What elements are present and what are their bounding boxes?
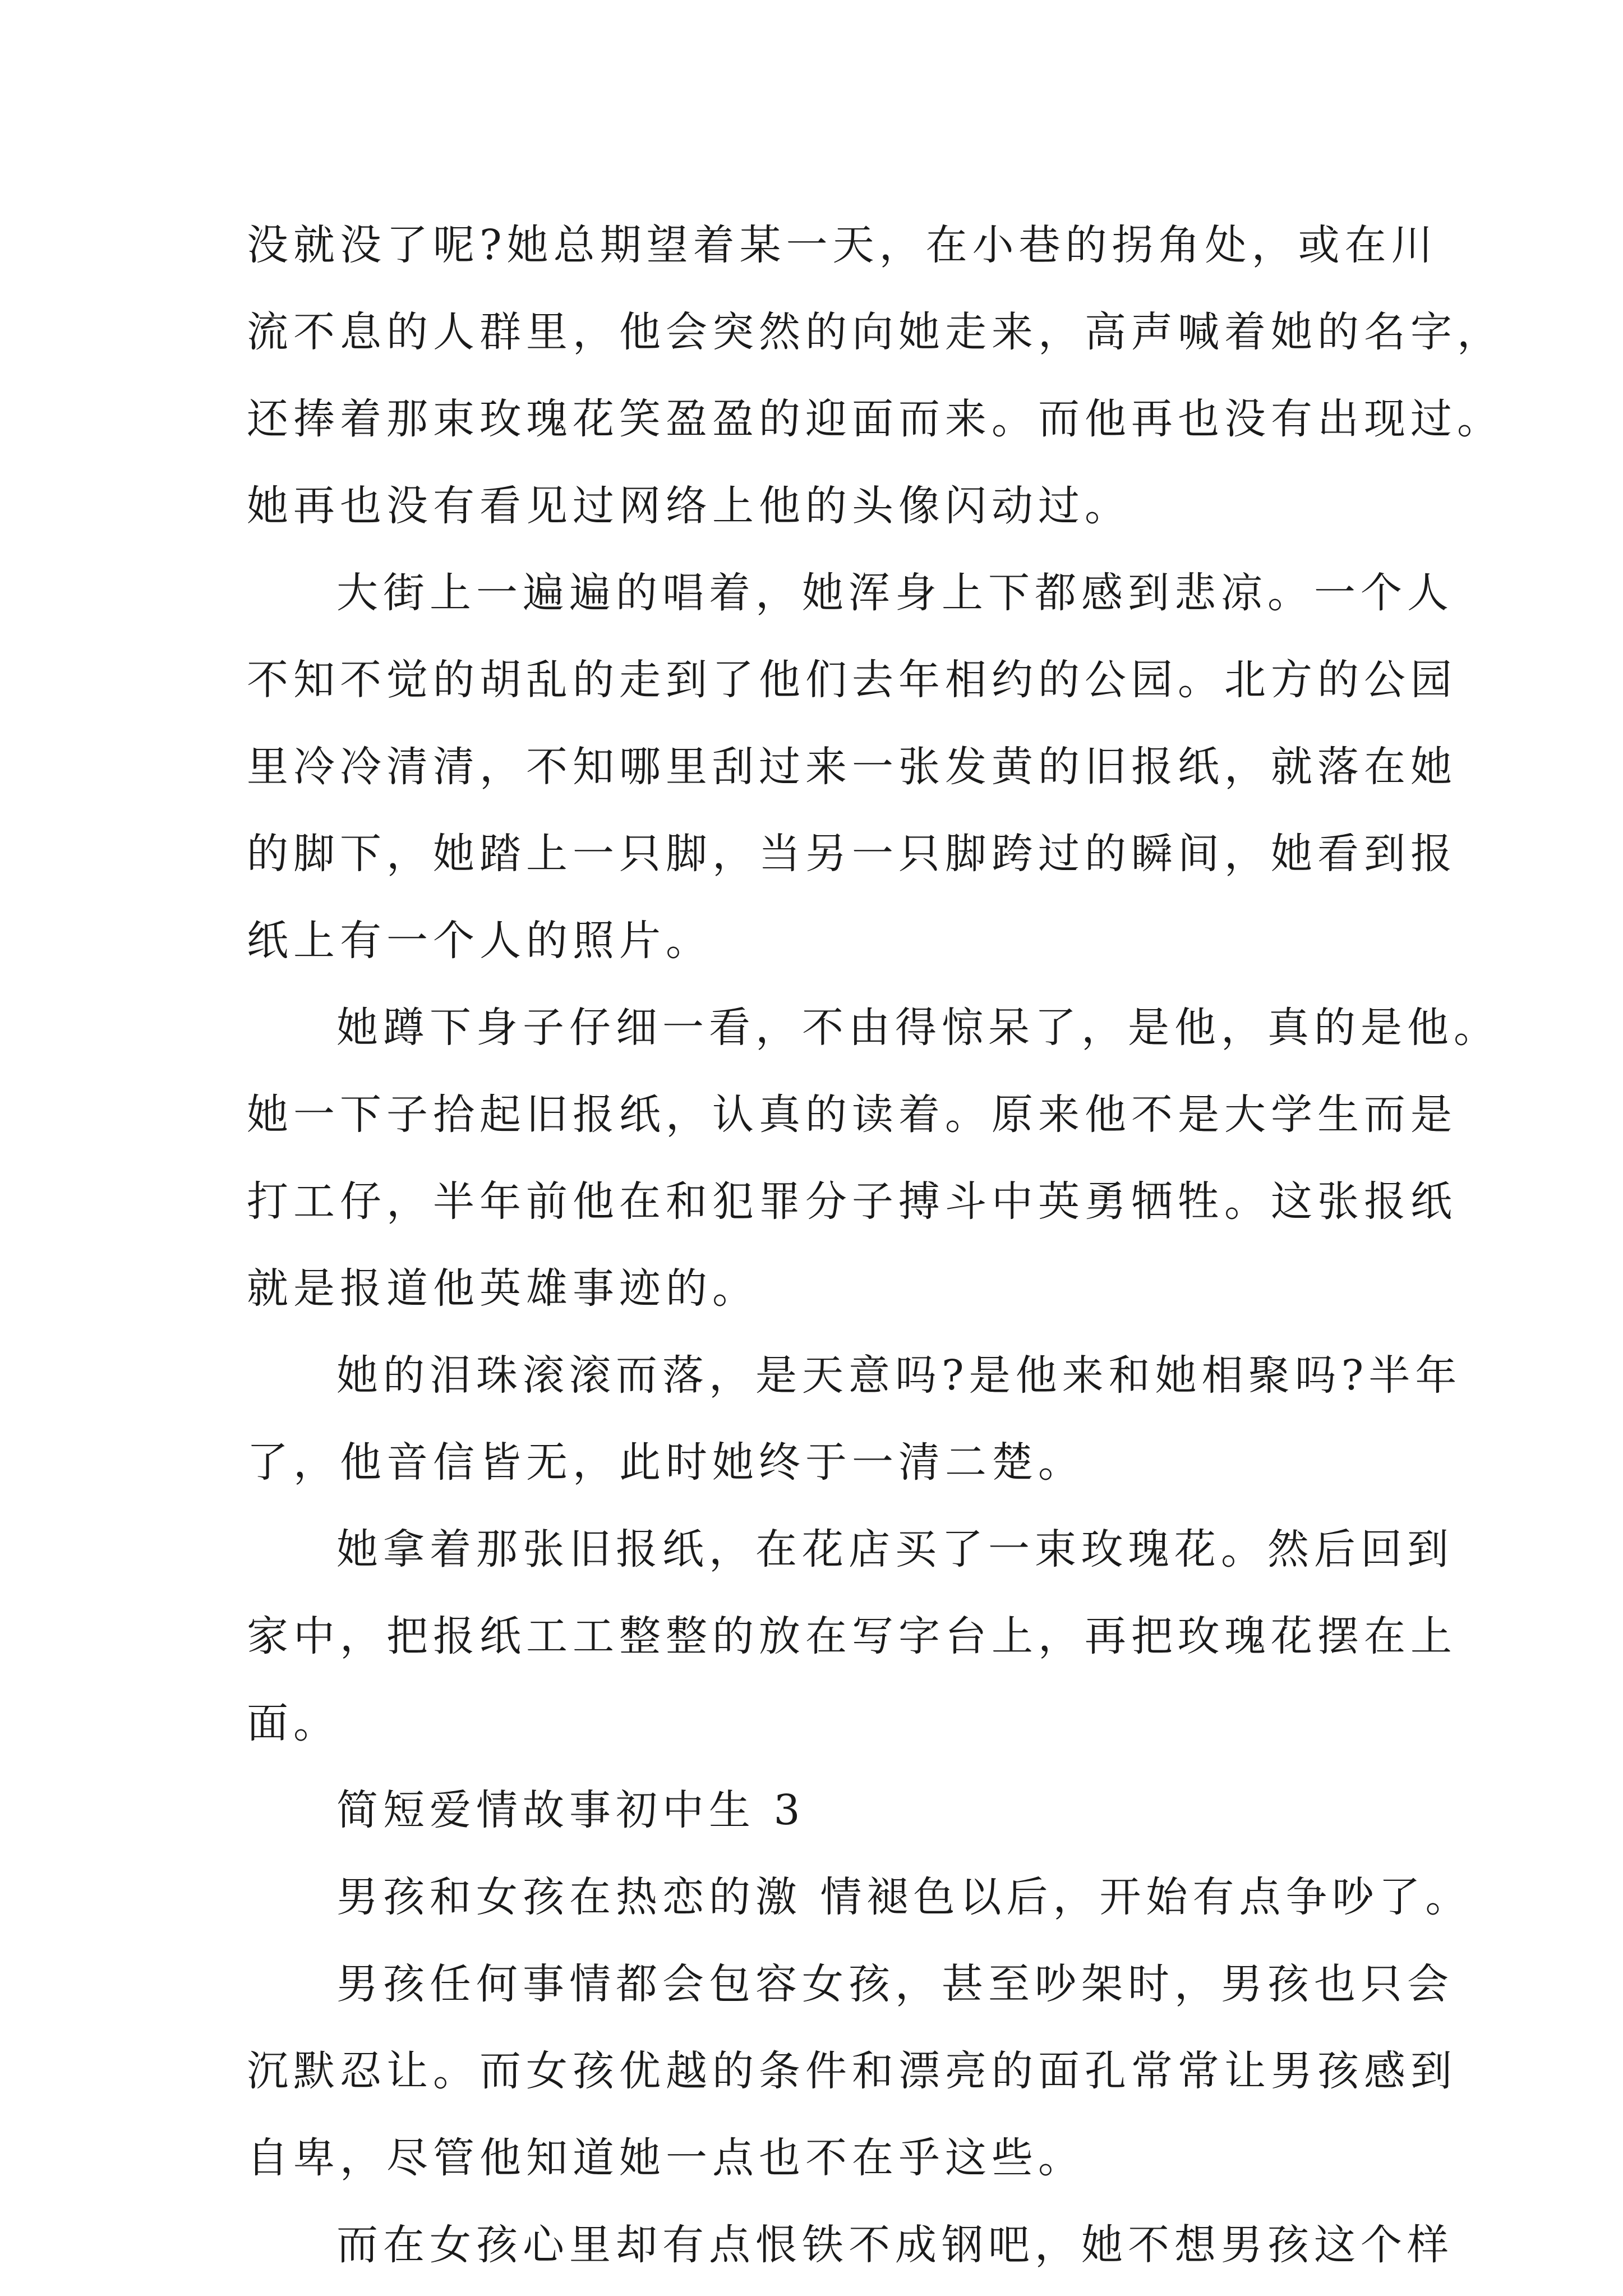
text-line: 她再也没有看见过网络上他的头像闪动过。 [247,482,1131,530]
text-line: 了，他音信皆无，此时她终于一清二楚。 [247,1438,1085,1487]
text-line: 自卑，尽管他知道她一点也不在乎这些。 [247,2134,1085,2182]
text-line: 的脚下，她踏上一只脚，当另一只脚跨过的瞬间，她看到报 [247,830,1457,878]
text-line: 打工仔，半年前他在和犯罪分子搏斗中英勇牺牲。这张报纸 [247,1177,1457,1226]
text-line: 纸上有一个人的照片。 [247,917,712,965]
text-line: 里冷冷清清，不知哪里刮过来一张发黄的旧报纸，就落在她 [247,743,1457,791]
body-text [247,202,1504,2289]
section-heading: 简短爱情故事初中生 3 [336,1786,805,1834]
text-line: 不知不觉的胡乱的走到了他们去年相约的公园。北方的公园 [247,656,1457,704]
paragraph-first-line: 男孩任何事情都会包容女孩，甚至吵架时，男孩也只会 [336,1960,1454,2008]
paragraph-first-line: 她拿着那张旧报纸，在花店买了一束玫瑰花。然后回到 [336,1525,1454,1573]
text-line: 就是报道他英雄事迹的。 [247,1264,759,1313]
text-line: 还捧着那束玫瑰花笑盈盈的迎面而来。而他再也没有出现过。 [247,395,1504,443]
paragraph-first-line: 而在女孩心里却有点恨铁不成钢吧，她不想男孩这个样 [336,2221,1454,2269]
text-line: 没就没了呢?她总期望着某一天，在小巷的拐角处，或在川 [247,221,1438,269]
paragraph-first-line: 她蹲下身子仔细一看，不由得惊呆了，是他，真的是他。 [336,1004,1500,1052]
paragraph-first-line: 大街上一遍遍的唱着，她浑身上下都感到悲凉。一个人 [336,569,1454,617]
text-line: 流不息的人群里，他会突然的向她走来，高声喊着她的名字， [247,308,1504,356]
text-line: 家中，把报纸工工整整的放在写字台上，再把玫瑰花摆在上 [247,1612,1457,1660]
paragraph-first-line: 她的泪珠滚滚而落，是天意吗?是他来和她相聚吗?半年 [336,1351,1462,1400]
text-line: 沉默忍让。而女孩优越的条件和漂亮的面孔常常让男孩感到 [247,2047,1457,2095]
text-line: 她一下子拾起旧报纸，认真的读着。原来他不是大学生而是 [247,1091,1457,1139]
text-line: 面。 [247,1699,340,1747]
paragraph-first-line: 男孩和女孩在热恋的激 情褪色以后，开始有点争吵了。 [336,1873,1472,1921]
